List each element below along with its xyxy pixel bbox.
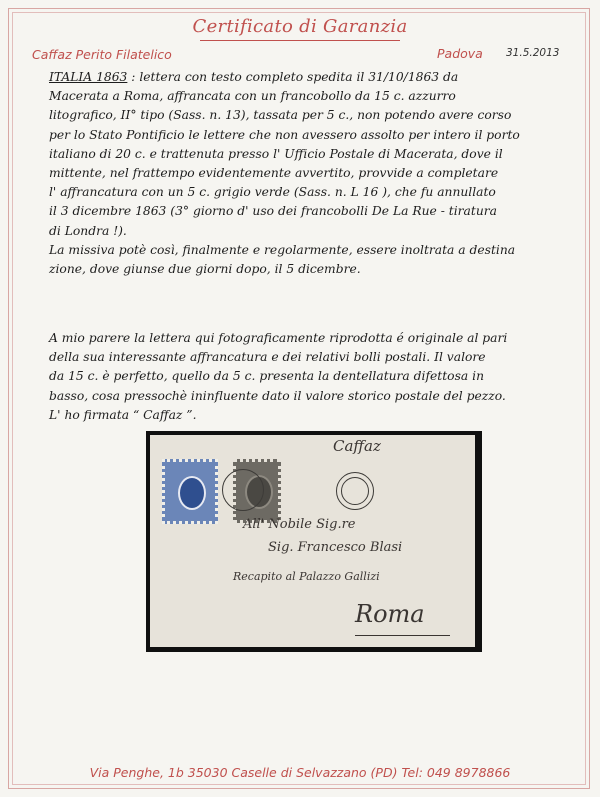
certificate-date: 31.5.2013 bbox=[506, 47, 560, 59]
certificate-title: Certificato di Garanzia bbox=[192, 16, 408, 37]
text-line: basso, cosa pressochè ininfluente dato il valore storico postale del pezzo. bbox=[49, 388, 506, 403]
description-paragraph bbox=[49, 68, 579, 279]
address-line: All' Nobile Sig.re bbox=[243, 517, 356, 532]
text-line: ITALIA 1863 : lettera con testo completo spedita il 31/10/1863 da bbox=[49, 70, 459, 84]
text-line: L' ho firmata “ Caffaz ”. bbox=[49, 407, 197, 422]
text-line: il 3 dicembre 1863 (3° giorno d' uso dei francobolli De La Rue - tiratura bbox=[49, 204, 497, 219]
stamp-portrait-icon bbox=[178, 476, 206, 510]
address-line: Recapito al Palazzo Gallizi bbox=[233, 570, 380, 583]
title-underline bbox=[200, 40, 400, 41]
destination-underline bbox=[355, 635, 450, 636]
text-line: per lo Stato Pontificio le lettere che non avessero assolto per intero il porto bbox=[49, 127, 520, 142]
text-line: italiano di 20 c. e trattenuta presso l' Ufficio Postale di Macerata, dove il bbox=[49, 146, 503, 161]
text-line: di Londra !). bbox=[49, 223, 127, 238]
destination-city: Roma bbox=[355, 600, 425, 628]
text-line: Macerata a Roma, affrancata con un francobollo da 15 c. azzurro bbox=[49, 89, 456, 104]
text-line: della sua interessante affrancatura e dei relativi bolli postali. Il valore bbox=[49, 350, 486, 365]
text-line: l' affrancatura con un 5 c. grigio verde (Sass. n. L 16 ), che fu annullato bbox=[49, 185, 496, 200]
stamp-15c-blue bbox=[162, 459, 218, 524]
postmark-inner-ring bbox=[341, 477, 369, 505]
issuer-name: Caffaz Perito Filatelico bbox=[32, 47, 172, 62]
text-line: A mio parere la lettera qui fotograficamente riprodotta é originale al pari bbox=[49, 331, 508, 345]
opinion-paragraph bbox=[49, 329, 579, 425]
place-name: Padova bbox=[437, 46, 483, 61]
text-line: mittente, nel frattempo evidentemente avvertito, provvide a completare bbox=[49, 166, 499, 181]
text-line: La missiva potè così, finalmente e regolarmente, essere inoltrata a destina bbox=[49, 242, 516, 257]
text-line: da 15 c. è perfetto, quello da 5 c. presenta la dentellatura difettosa in bbox=[49, 369, 484, 384]
address-line: Sig. Francesco Blasi bbox=[268, 540, 403, 555]
expert-signature: Caffaz bbox=[333, 437, 381, 455]
country-year: ITALIA 1863 bbox=[49, 70, 128, 84]
footer-address: Via Penghe, 1b 35030 Caselle di Selvazzano (PD) Tel: 049 8978866 bbox=[89, 765, 511, 780]
postmark-icon bbox=[222, 469, 264, 511]
text-line: litografico, II° tipo (Sass. n. 13), tassata per 5 c., non potendo avere corso bbox=[49, 108, 512, 123]
text-line: zione, dove giunse due giorni dopo, il 5 dicembre. bbox=[49, 262, 361, 277]
